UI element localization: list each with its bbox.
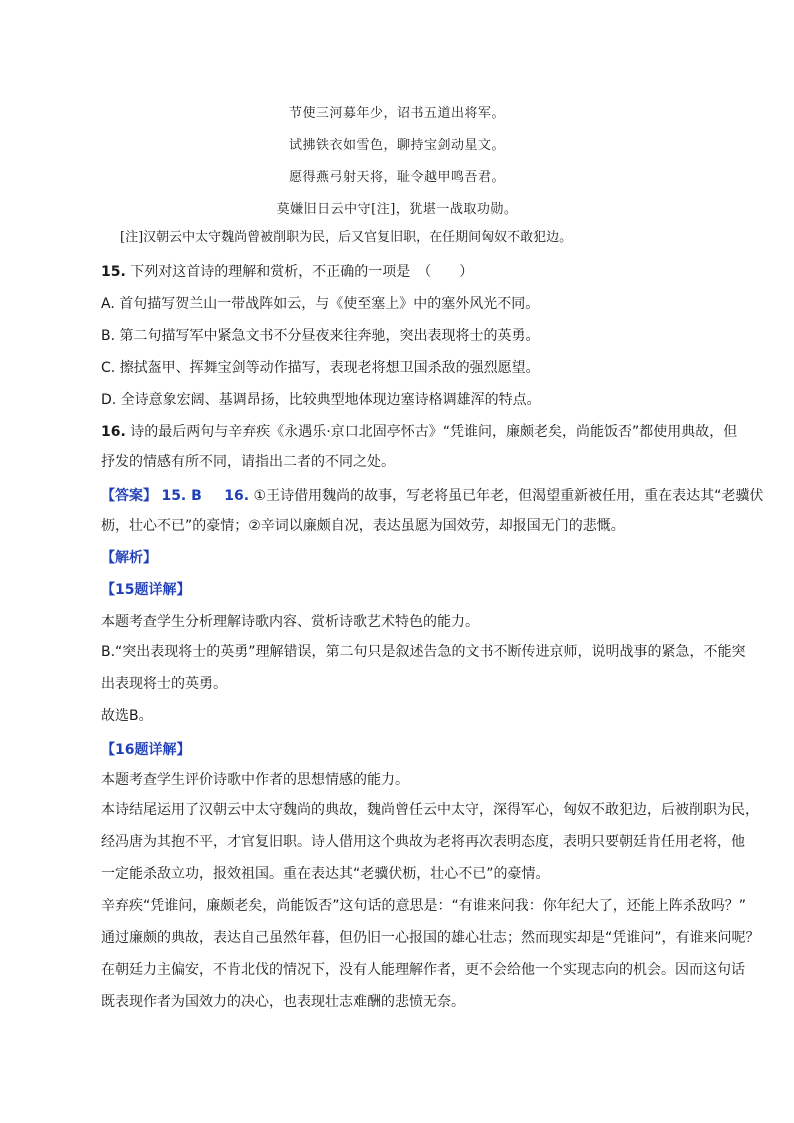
question-16 (101, 422, 738, 442)
option-text: 第二句描写军中紧急文书不分昼夜来往奔驰，突出表现将士的英勇。 (119, 328, 540, 344)
answer-label: 【答案】 (101, 488, 157, 504)
answer-16-number: 16. (224, 488, 250, 504)
option-label: D. (101, 392, 117, 408)
poem-note: [注]汉朝云中太守魏尚曾被削职为民，后又官复旧职，在任期间匈奴不敢犯边。 (120, 230, 573, 245)
analysis-16-p2b: 经冯唐为其抱不平，才官复旧职。诗人借用这个典故为老将再次表明态度，表明只要朝廷肯任用老将，他 (101, 834, 745, 850)
poem-line-4: 莫嫌旧日云中守[注]，犹堪一战取功勋。 (276, 202, 518, 217)
poem-line-3: 愿得燕弓射天将，耻令越甲鸣吾君。 (288, 170, 505, 185)
analysis-16-p3b: 通过廉颇的典故，表达自己虽然年暮，但仍旧一心报国的雄心壮志；然而现实却是“凭谁问”，有谁来问呢？ (101, 930, 760, 946)
analysis-label: 【解析】 (101, 550, 157, 566)
option-b (101, 326, 721, 346)
option-text: 全诗意象宏阔、基调昂扬，比较典型地体现边塞诗格调雄浑的特点。 (120, 392, 541, 408)
question-15 (101, 262, 721, 282)
answer-line-1 (101, 486, 764, 506)
analysis-16-heading: 【16题详解】 (101, 742, 191, 758)
question-number: 15. (101, 264, 126, 280)
answer-15: 15. B (161, 488, 202, 504)
option-text: 首句描写贺兰山一带战阵如云，与《使至塞上》中的塞外风光不同。 (119, 296, 540, 312)
question-number: 16. (101, 424, 126, 440)
analysis-16-p3a: 辛弃疾“凭谁问，廉颇老矣，尚能饭否”这句话的意思是：“有谁来问我：你年纪大了，还能上阵杀敌吗？” (101, 898, 747, 914)
option-d (101, 390, 721, 410)
option-label: A. (101, 296, 115, 312)
analysis-16-p1: 本题考查学生评价诗歌中作者的思想情感的能力。 (101, 772, 409, 788)
question-16-line-2: 抒发的情感有所不同，请指出二者的不同之处。 (101, 454, 395, 470)
answer-16-text-line-1: ①王诗借用魏尚的故事，写老将虽已年老，但渴望重新被任用，重在表达其“老骥伏 (253, 488, 764, 504)
option-label: C. (101, 360, 116, 376)
analysis-16-p2c: 一定能杀敌立功，报效祖国。重在表达其“老骥伏枥，壮心不已”的豪情。 (101, 866, 550, 882)
analysis-15-p2a: B.“突出表现将士的英勇”理解错误，第二句只是叙述告急的文书不断传进京师，说明战事的紧急，不能突 (101, 644, 746, 660)
option-text: 擦拭盔甲、挥舞宝剑等动作描写，表现老将想卫国杀敌的强烈愿望。 (119, 360, 540, 376)
analysis-16-p2a: 本诗结尾运用了汉朝云中太守魏尚的典故，魏尚曾任云中太守，深得军心，匈奴不敢犯边，后被削职为民， (101, 802, 759, 818)
analysis-15-p2b: 出表现将士的英勇。 (101, 676, 227, 692)
answer-line-2: 枥，壮心不已”的豪情；②辛词以廉颇自况，表达虽愿为国效劳，却报国无门的悲慨。 (101, 518, 625, 534)
analysis-16-p3d: 既表现作者为国效力的决心，也表现壮志难酬的悲愤无奈。 (101, 994, 465, 1010)
poem-line-1: 节使三河募年少，诏书五道出将军。 (288, 106, 505, 121)
analysis-15-p3: 故选B。 (101, 708, 153, 724)
poem-line-2: 试拂铁衣如雪色，聊持宝剑动星文。 (288, 138, 505, 153)
option-label: B. (101, 328, 116, 344)
question-stem: 下列对这首诗的理解和赏析，不正确的一项是 （ ） (130, 264, 474, 280)
analysis-15-heading: 【15题详解】 (101, 582, 191, 598)
option-a (101, 294, 721, 314)
analysis-15-p1: 本题考查学生分析理解诗歌内容、赏析诗歌艺术特色的能力。 (101, 614, 479, 630)
option-c (101, 358, 721, 378)
analysis-16-p3c: 在朝廷力主偏安，不肯北伐的情况下，没有人能理解作者，更不会给他一个实现志向的机会。因而这句话 (101, 962, 745, 978)
question-stem-line-1: 诗的最后两句与辛弃疾《永遇乐·京口北固亭怀古》“凭谁问，廉颇老矣，尚能饭否”都使用典故，但 (130, 424, 738, 440)
